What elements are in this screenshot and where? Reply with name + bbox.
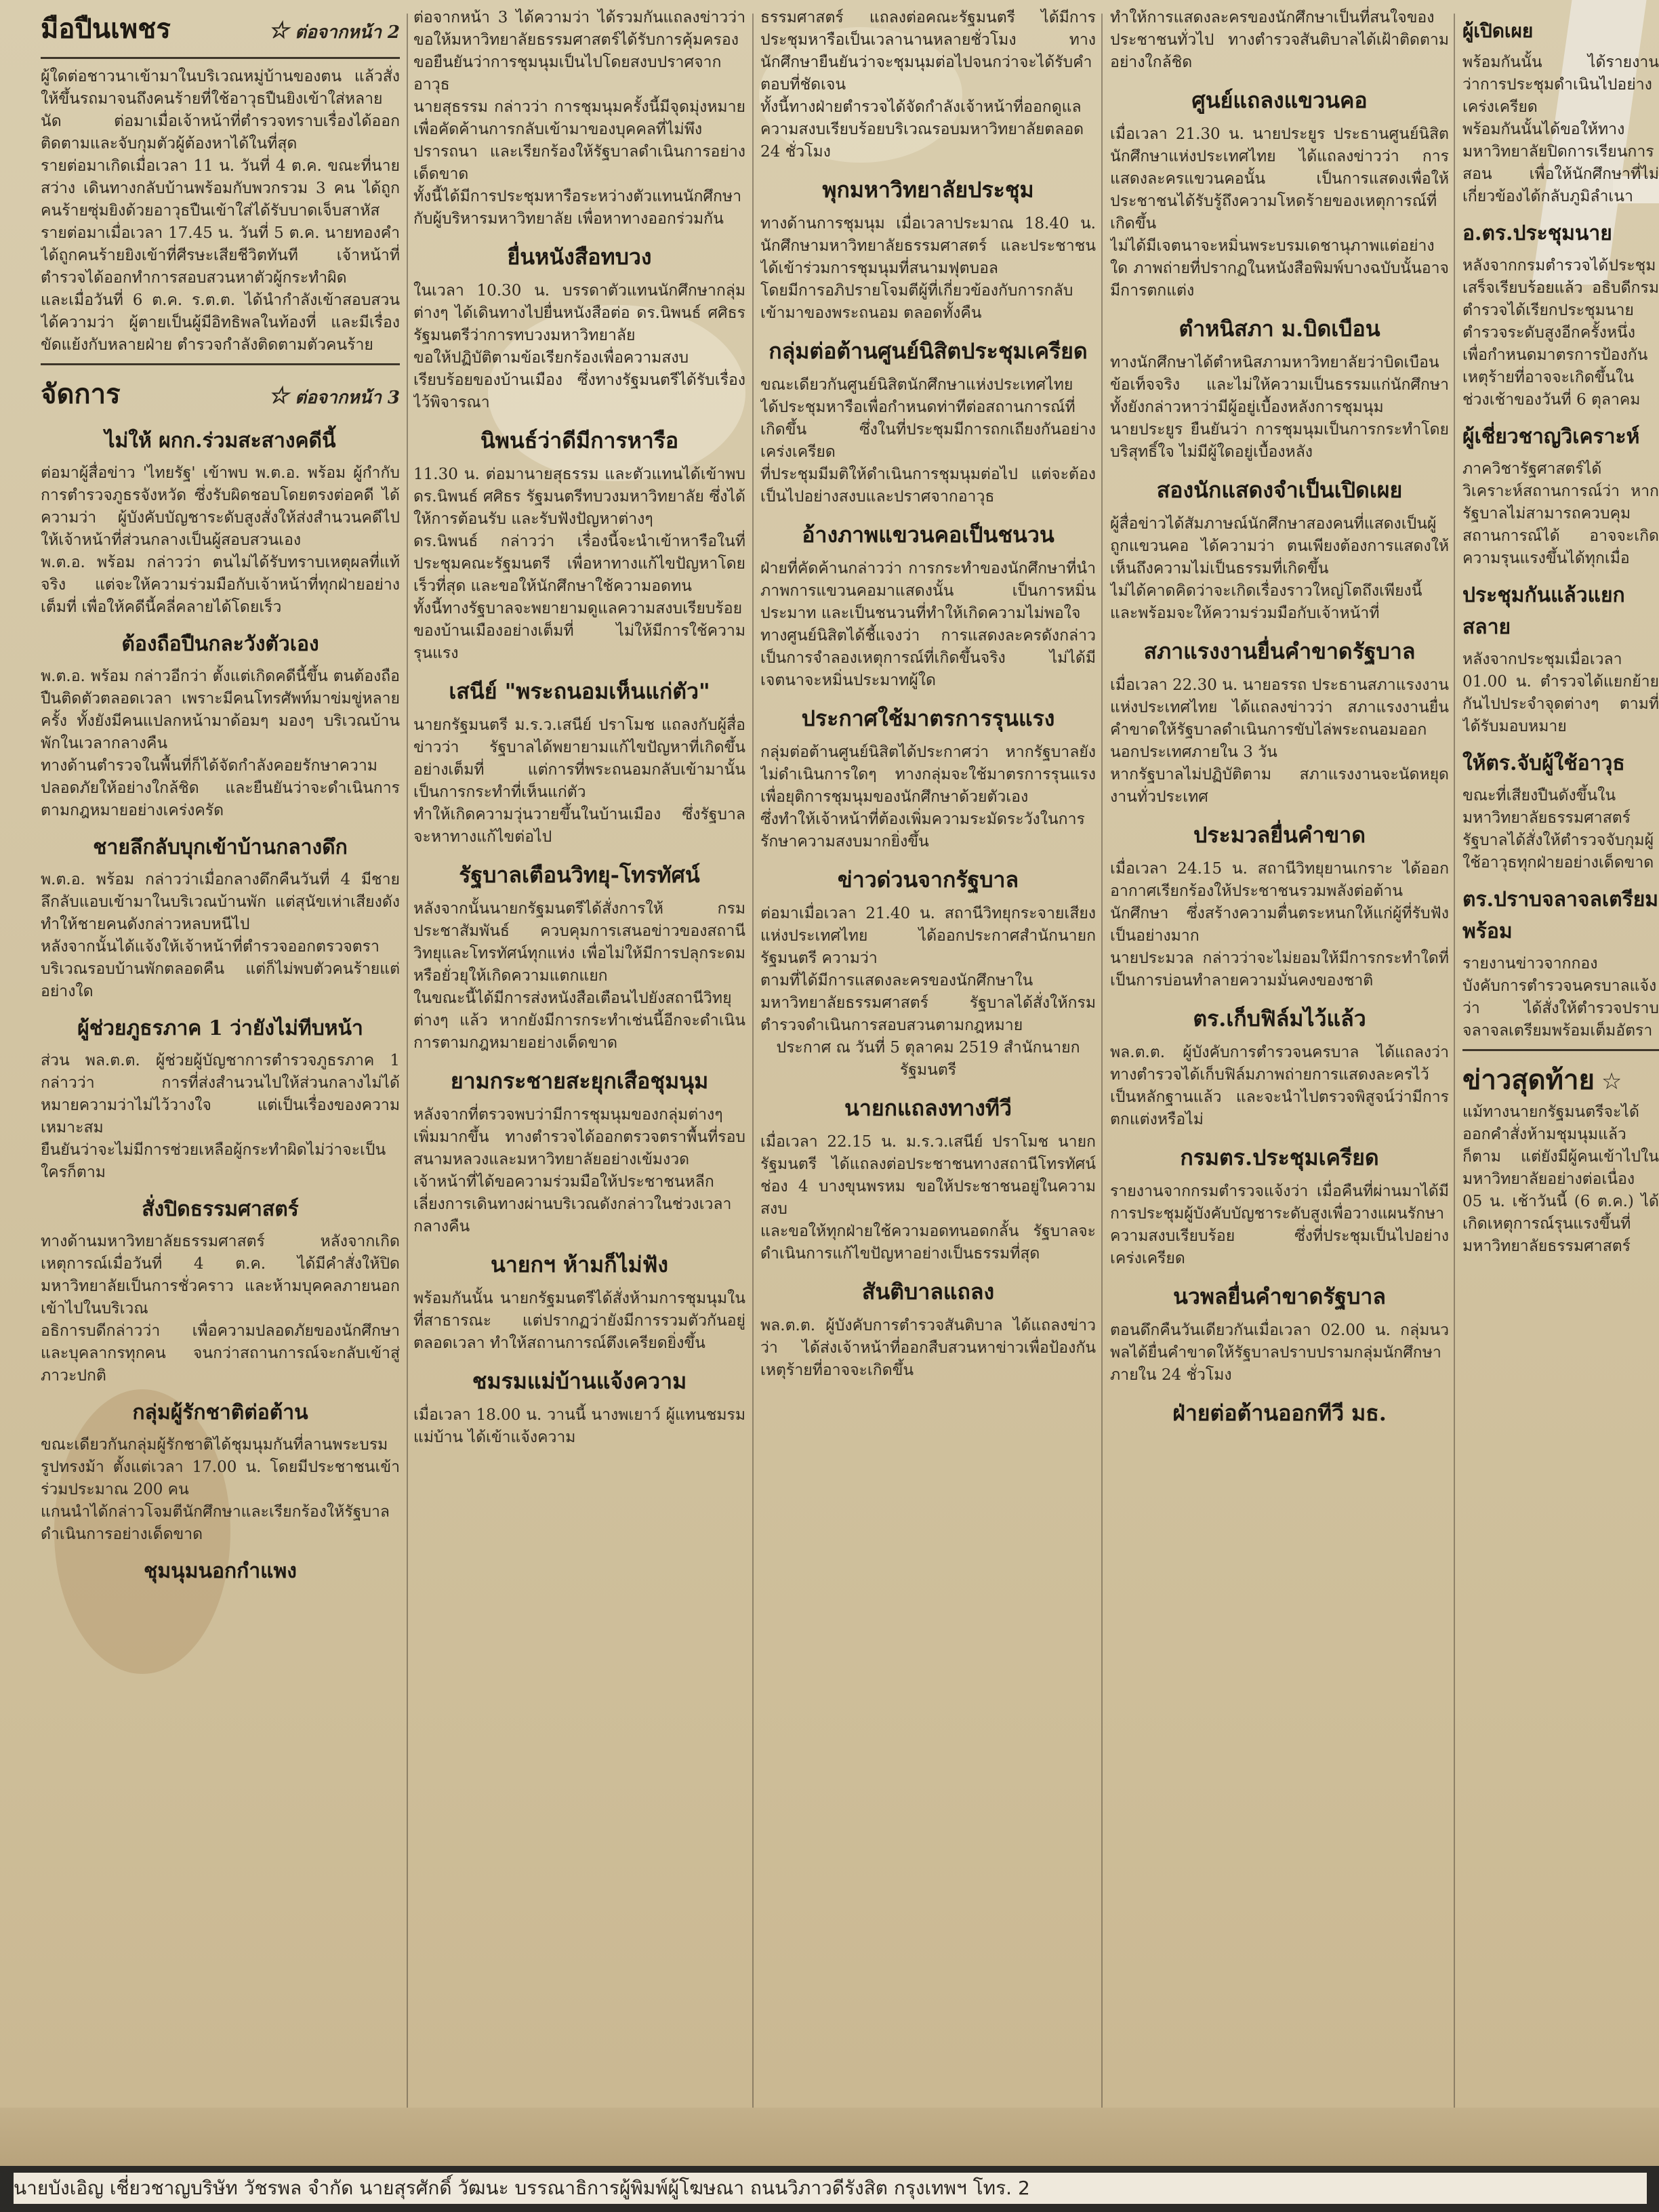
footer-imprint: นายบังเอิญ เชี่ยวชาญบริษัท วัชรพล จำกัด นายสุรศักดิ์ วัฒนะ บรรณาธิการผู้พิมพ์ผู้โฆษณา ถนนวิภาวดีรังสิต กรุงเทพฯ โทร. 2 [14,2173,1647,2204]
paragraph: เมื่อเวลา 22.30 น. นายอรรถ ประธานสภาแรงงานแห่งประเทศไทย ได้แถลงข่าวว่า สภาแรงงานยื่นคำขาดให้รัฐบาลดำเนินการขับไล่พระถนอมออกนอกประเทศภายใน 3 วัน [1110,676,1449,761]
paragraph: ฝ่ายที่คัดค้านกล่าวว่า การกระทำของนักศึกษาที่นำภาพการแขวนคอมาแสดงนั้น เป็นการหมิ่นประมาท และเป็นชนวนที่ทำให้เกิดความไม่พอใจ [760,560,1096,622]
paragraph: รายงานจากกรมตำรวจแจ้งว่า เมื่อคืนที่ผ่านมาได้มีการประชุมผู้บังคับบัญชาระดับสูงเพื่อวางแผนรักษาความสงบเรียบร้อย ซึ่งที่ประชุมเป็นไปอย่างเคร่งเครียด [1110,1183,1449,1267]
column-rule [1454,14,1455,2108]
paragraph: อธิการบดีกล่าวว่า เพื่อความปลอดภัยของนักศึกษาและบุคลากรทุกคน จนกว่าสถานการณ์จะกลับเข้าสู่ภาวะปกติ [41,1322,400,1385]
paragraph: ทำให้เกิดความวุ่นวายขึ้นในบ้านเมือง ซึ่งรัฐบาลจะหาทางแก้ไขต่อไป [413,806,745,846]
headline: ผู้ช่วยภูธรภาค 1 ว่ายังไม่ทีบหน้า [77,1017,363,1040]
paragraph: ที่ประชุมมีมติให้ดำเนินการชุมนุมต่อไป แต่จะต้องเป็นไปอย่างสงบและปราศจากอาวุธ [760,466,1096,506]
paragraph: พ.ต.อ. พร้อม กล่าวอีกว่า ตั้งแต่เกิดคดีนี้ขึ้น ตนต้องถือปืนติดตัวตลอดเวลา เพราะมีคนโทรศัพท์มาข่มขู่หลายครั้ง ทั้งยังมีคนแปลกหน้ามาด้อมๆ มองๆ บริเวณบ้านพักในเวลากลางคืน [41,668,400,752]
paragraph: ทางด้านมหาวิทยาลัยธรรมศาสตร์ หลังจากเกิดเหตุการณ์เมื่อวันที่ 4 ต.ค. ได้มีคำสั่งให้ปิดมหาวิทยาลัยเป็นการชั่วคราว และห้ามบุคคลภายนอกเข้าไปในบริเวณ [41,1233,400,1317]
star-icon: ☆ [268,17,289,44]
headline: ประมวลยื่นคำขาด [1193,822,1366,848]
continued-label: ☆ ต่อจากหน้า 3 [268,382,400,409]
headline: ชายลึกลับบุกเข้าบ้านกลางดึก [93,836,348,859]
headline: ประกาศใช้มาตรการรุนแรง [801,705,1055,731]
paragraph: ไม่ได้มีเจตนาจะหมิ่นพระบรมเดชานุภาพแต่อย่างใด ภาพถ่ายที่ปรากฏในหนังสือพิมพ์บางฉบับนั้นอาจมีการตกแต่ง [1110,237,1449,300]
headline: สภาแรงงานยื่นคำขาดรัฐบาล [1143,638,1416,664]
paragraph: หลังจากนั้นนายกรัฐมนตรีได้สั่งการให้ กรมประชาสัมพันธ์ ควบคุมการเสนอข่าวของสถานีวิทยุและโทรทัศน์ทุกแห่ง เพื่อไม่ให้มีการปลุกระดมหรือยั่วยุให้เกิดความแตกแยก [413,900,745,985]
headline: พุกมหาวิทยาลัยประชุม [822,177,1034,203]
headline: ผู้เปิดเผย [1462,20,1534,42]
headline: อ.ตร.ประชุมนาย [1462,222,1612,245]
headline: ยามกระชายสะยุกเสือชุมนุม [450,1068,709,1094]
paragraph: ทั้งนี้ทางรัฐบาลจะพยายามดูแลความสงบเรียบร้อยของบ้านเมืองอย่างเต็มที่ ไม่ให้มีการใช้ความรุนแรง [413,600,745,662]
column-rule [407,14,408,2108]
section-title: ข่าวสุดท้าย [1462,1064,1595,1096]
headline: ฝ่ายต่อต้านออกทีวี มธ. [1172,1400,1387,1426]
headline: รัฐบาลเตือนวิทยุ-โทรทัศน์ [459,862,700,888]
paragraph: ผู้ใดต่อชาวนาเข้ามาในบริเวณหมู่บ้านของตน แล้วสั่งให้ขึ้นรถมาจนถึงคนร้ายที่ใช้อาวุธปืนยิงเข้าใส่หลายนัด ต่อมาเมื่อเจ้าหน้าที่ตำรวจทราบเรื่องได้ออกติดตามและจับกุมตัวผู้ต้องหาได้ในที่สุด [41,68,400,152]
paragraph: ส่วน พล.ต.ต. ผู้ช่วยผู้บัญชาการตำรวจภูธรภาค 1 กล่าวว่า การที่ส่งสำนวนไปให้ส่วนกลางไม่ได้หมายความว่าไม่ไว้วางใจ แต่เป็นเรื่องของความเหมาะสม [41,1052,400,1136]
paragraph: นายสุธรรม กล่าวว่า การชุมนุมครั้งนี้มีจุดมุ่งหมายเพื่อคัดค้านการกลับเข้ามาของบุคคลที่ไม่พึงปรารถนา และเรียกร้องให้รัฐบาลดำเนินการอย่างเด็ดขาด [413,98,745,183]
paragraph: และเมื่อวันที่ 6 ต.ค. ร.ต.ต. ได้นำกำลังเข้าสอบสวนได้ความว่า ผู้ตายเป็นผู้มีอิทธิพลในท้องที่ และมีเรื่องขัดแย้งกับหลายฝ่าย ตำรวจกำลังติดตามตัวคนร้าย [41,291,400,354]
column-rule [752,14,754,2108]
paragraph: ต่อมาเมื่อเวลา 21.40 น. สถานีวิทยุกระจายเสียงแห่งประเทศไทย ได้ออกประกาศสำนักนายกรัฐมนตรี ความว่า [760,905,1096,967]
paragraph: หากรัฐบาลไม่ปฏิบัติตาม สภาแรงงานจะนัดหยุดงานทั่วประเทศ [1110,766,1449,806]
paragraph: และขอให้ทุกฝ่ายใช้ความอดทนอดกลั้น รัฐบาลจะดำเนินการแก้ไขปัญหาอย่างเป็นธรรมที่สุด [760,1223,1096,1263]
paragraph: รายต่อมาเมื่อเวลา 17.45 น. วันที่ 5 ต.ค. นายทองคำ ได้ถูกคนร้ายยิงเข้าที่ศีรษะเสียชีวิตทันที เจ้าหน้าที่ตำรวจได้ออกทำการสอบสวนหาตัวผู้กระทำผิด [41,224,400,287]
continued-label: ☆ ต่อจากหน้า 2 [268,17,400,44]
paragraph: พร้อมกันนั้น นายกรัฐมนตรีได้สั่งห้ามการชุมนุมในที่สาธารณะ แต่ปรากฏว่ายังมีการรวมตัวกันอยู่ตลอดเวลา ทำให้สถานการณ์ตึงเครียดยิ่งขึ้น [413,1290,745,1352]
headline: ชุมนุมนอกกำแพง [144,1559,297,1583]
paragraph: ทำให้การแสดงละครของนักศึกษาเป็นที่สนใจของประชาชนทั่วไป ทางตำรวจสันติบาลได้เฝ้าติดตามอย่างใกล้ชิด [1110,9,1449,71]
headline: เสนีย์ "พระถนอมเห็นแก่ตัว" [449,678,710,704]
headline: ตำหนิสภา ม.บิดเบือน [1179,316,1380,342]
headline: ตร.เก็บฟิล์มไว้แล้ว [1193,1006,1366,1031]
headline: ประชุมกันแล้วแยกสลาย [1462,583,1625,639]
headline: ต้องถือปืนกละวังตัวเอง [121,632,319,656]
bottom-margin [0,2108,1659,2166]
star-icon: ☆ [268,382,289,409]
headline: ให้ตร.จับผู้ใช้อาวุธ [1462,752,1625,775]
paragraph: เมื่อเวลา 18.00 น. วานนี้ นางพเยาว์ ผู้แทนชมรมแม่บ้าน ได้เข้าแจ้งความ [413,1406,745,1446]
headline: กลุ่มผู้รักชาติต่อต้าน [132,1401,308,1425]
paragraph: ต่อมาผู้สื่อข่าว 'ไทยรัฐ' เข้าพบ พ.ต.อ. พร้อม ผู้กำกับการตำรวจภูธรจังหวัด ซึ่งรับผิดชอบโดยตรงต่อคดี ได้ความว่า ผู้บังคับบัญชาระดับสูงสั่งให้ส่งสำนวนคดีไปให้เจ้าหน้าที่ส่วนกลางเป็นผู้สอบสวนเอง [41,464,400,549]
paragraph: โดยมีการอภิปรายโจมตีผู้ที่เกี่ยวข้องกับการกลับเข้ามาของพระถนอม ตลอดทั้งคืน [760,282,1073,322]
paragraph: แกนนำได้กล่าวโจมตีนักศึกษาและเรียกร้องให้รัฐบาลดำเนินการอย่างเด็ดขาด [41,1503,390,1543]
paragraph: ทางนักศึกษาได้ตำหนิสภามหาวิทยาลัยว่าบิดเบือนข้อเท็จจริง และไม่ให้ความเป็นธรรมแก่นักศึกษา ทั้งยังกล่าวหาว่ามีผู้อยู่เบื้องหลังการชุมนุม [1110,354,1449,416]
section-title: มือปืนเพชร [41,13,171,45]
paragraph: เพื่อกำหนดมาตรการป้องกันเหตุร้ายที่อาจจะเกิดขึ้นในช่วงเช้าของวันที่ 6 ตุลาคม [1462,346,1648,409]
column-2 [413,0,745,2108]
paragraph: ขณะที่เสียงปืนดังขึ้นในมหาวิทยาลัยธรรมศาสตร์ รัฐบาลได้สั่งให้ตำรวจจับกุมผู้ใช้อาวุธทุกฝ่ายอย่างเด็ดขาด [1462,787,1654,872]
headline: ผู้เชี่ยวชาญวิเคราะห์ [1462,425,1640,449]
column-4 [1110,0,1449,2108]
paragraph: ขอให้ปฏิบัติตามข้อเรียกร้องเพื่อความสงบเรียบร้อยของบ้านเมือง ซึ่งทางรัฐมนตรีได้รับเรื่องไว้พิจารณา [413,349,745,411]
headline: ตร.ปราบจลาจลเตรียมพร้อม [1462,888,1659,943]
paragraph: ทางด้านตำรวจในพื้นที่ก็ได้จัดกำลังคอยรักษาความปลอดภัยให้อย่างใกล้ชิด และยืนยันว่าจะดำเนินการตามกฎหมายอย่างเคร่งครัด [41,757,400,819]
headline: นวพลยื่นคำขาดรัฐบาล [1173,1284,1386,1309]
paragraph: พล.ต.ต. ผู้บังคับการตำรวจนครบาล ได้แถลงว่า ทางตำรวจได้เก็บฟิล์มภาพถ่ายการแสดงละครไว้เป็นหลักฐานแล้ว และจะนำไปตรวจพิสูจน์ว่ามีการตกแต่งหรือไม่ [1110,1044,1449,1128]
star-icon: ☆ [1601,1068,1622,1095]
paragraph: ทางศูนย์นิสิตได้ชี้แจงว่า การแสดงละครดังกล่าวเป็นการจำลองเหตุการณ์ที่เกิดขึ้นจริง ไม่ได้มีเจตนาจะหมิ่นประมาทผู้ใด [760,627,1096,689]
paragraph: ดร.นิพนธ์ กล่าวว่า เรื่องนี้จะนำเข้าหารือในที่ประชุมคณะรัฐมนตรี เพื่อหาทางแก้ไขปัญหาโดยเร็วที่สุด และขอให้นักศึกษาใช้ความอดทน [413,533,745,595]
headline: สั่งปิดธรรมศาสตร์ [142,1197,299,1221]
paragraph: รายงานข่าวจากกองบังคับการตำรวจนครบาลแจ้งว่า ได้สั่งให้ตำรวจปราบจลาจลเตรียมพร้อมเต็มอัตรา [1462,955,1659,1040]
paragraph: ตอนดึกคืนวันเดียวกันเมื่อเวลา 02.00 น. กลุ่มนวพลได้ยื่นคำขาดให้รัฐบาลปราบปรามกลุ่มนักศึกษาภายใน 24 ชั่วโมง [1110,1322,1449,1384]
paragraph: กลุ่มต่อต้านศูนย์นิสิตได้ประกาศว่า หากรัฐบาลยังไม่ดำเนินการใดๆ ทางกลุ่มจะใช้มาตรการรุนแรงเพื่อยุติการชุมนุมของนักศึกษาด้วยตัวเอง [760,743,1096,806]
paragraph: พ.ต.อ. พร้อม กล่าวว่า ตนไม่ได้รับทราบเหตุผลที่แท้จริง แต่จะให้ความร่วมมือกับเจ้าหน้าที่ทุกฝ่ายอย่างเต็มที่ เพื่อให้คดีนี้คลี่คลายได้โดยเร็ว [41,554,400,616]
section-title: จัดการ [41,378,121,410]
paragraph: พร้อมกันนั้นได้ขอให้ทางมหาวิทยาลัยปิดการเรียนการสอน เพื่อให้นักศึกษาที่ไม่เกี่ยวข้องได้กลับภูมิลำเนา [1462,121,1659,205]
headline: นายกแถลงทางทีวี [844,1095,1012,1121]
paragraph: นายประยูร ยืนยันว่า การชุมนุมเป็นการกระทำโดยบริสุทธิ์ใจ ไม่มีผู้ใดอยู่เบื้องหลัง [1110,421,1449,461]
paragraph: พ.ต.อ. พร้อม กล่าวว่าเมื่อกลางดึกคืนวันที่ 4 มีชายลึกลับแอบเข้ามาในบริเวณบ้านพัก แต่สุนัขเห่าเสียงดังทำให้ชายคนดังกล่าวหลบหนีไป [41,871,400,933]
headline: ไม่ให้ ผกก.ร่วมสะสางคดีนี้ [104,429,336,453]
column-rule [1101,14,1103,2108]
paragraph: เมื่อเวลา 21.30 น. นายประยูร ประธานศูนย์นิสิตนักศึกษาแห่งประเทศไทย ได้แถลงข่าวว่า การแสดงละครแขวนคอนั้น เป็นการแสดงเพื่อให้ประชาชนได้รับรู้ถึงความโหดร้ายของเหตุการณ์ที่เกิดขึ้น [1110,125,1449,232]
divider [41,363,400,365]
paragraph: ยืนยันว่าจะไม่มีการช่วยเหลือผู้กระทำผิดไม่ว่าจะเป็นใครก็ตาม [41,1141,386,1181]
divider [1462,1049,1659,1051]
paragraph: เจ้าหน้าที่ได้ขอความร่วมมือให้ประชาชนหลีกเลี่ยงการเดินทางผ่านบริเวณดังกล่าวในช่วงเวลากลางคืน [413,1173,732,1235]
paragraph: ตามที่ได้มีการแสดงละครของนักศึกษาในมหาวิทยาลัยธรรมศาสตร์ รัฐบาลได้สั่งให้กรมตำรวจดำเนินการสอบสวนตามกฎหมาย [760,972,1096,1034]
headline: กรมตร.ประชุมเครียด [1180,1145,1379,1170]
paragraph: แม้ทางนายกรัฐมนตรีจะได้ออกคำสั่งห้ามชุมนุมแล้วก็ตาม แต่ยังมีผู้คนเข้าไปในมหาวิทยาลัยอย่างต่อเนื่อง [1462,1103,1659,1188]
headline: สันติบาลแถลง [861,1279,995,1305]
paragraph: ผู้สื่อข่าวได้สัมภาษณ์นักศึกษาสองคนที่แสดงเป็นผู้ถูกแขวนคอ ได้ความว่า ตนเพียงต้องการแสดงให้เห็นถึงความไม่เป็นธรรมที่เกิดขึ้น [1110,515,1449,577]
divider [41,57,400,59]
paragraph: ภาควิชารัฐศาสตร์ได้วิเคราะห์สถานการณ์ว่า หากรัฐบาลไม่สามารถควบคุมสถานการณ์ได้ อาจจะเกิดความรุนแรงขึ้นได้ทุกเมื่อ [1462,460,1659,567]
paragraph: ทั้งนี้ได้มีการประชุมหารือระหว่างตัวแทนนักศึกษากับผู้บริหารมหาวิทยาลัย เพื่อหาทางออกร่วมกัน [413,188,742,228]
paragraph: ต่อจากหน้า 3 ได้ความว่า ได้รวมกันแถลงข่าวว่าขอให้มหาวิทยาลัยธรรมศาสตร์ได้รับการคุ้มครอง ขอยืนยันว่าการชุมนุมเป็นไปโดยสงบปราศจากอาวุธ [413,9,745,94]
paragraph: เมื่อเวลา 24.15 น. สถานีวิทยุยานเกราะ ได้ออกอากาศเรียกร้องให้ประชาชนรวมพลังต่อต้านนักศึกษา ซึ่งสร้างความตื่นตระหนกให้แก่ผู้ที่รับฟังเป็นอย่างมาก [1110,860,1449,945]
headline: กลุ่มต่อต้านศูนย์นิสิตประชุมเครียด [769,338,1088,364]
paragraph: ในขณะนี้ได้มีการส่งหนังสือเตือนไปยังสถานีวิทยุต่างๆ แล้ว หากยังมีการกระทำเช่นนี้อีกจะดำเนินการตามกฎหมายอย่างเด็ดขาด [413,989,745,1052]
headline: นายกฯ ห้ามก็ไม่ฟัง [490,1252,669,1277]
paragraph: ประกาศ ณ วันที่ 5 ตุลาคม 2519 สำนักนายกรัฐมนตรี [776,1039,1080,1079]
column-5 [1462,0,1659,2108]
paragraph: ในเวลา 10.30 น. บรรดาตัวแทนนักศึกษากลุ่มต่างๆ ได้เดินทางไปยื่นหนังสือต่อ ดร.นิพนธ์ ศศิธร รัฐมนตรีว่าการทบวงมหาวิทยาลัย [413,282,745,344]
paragraph: นายกรัฐมนตรี ม.ร.ว.เสนีย์ ปราโมช แถลงกับผู้สื่อข่าวว่า รัฐบาลได้พยายามแก้ไขปัญหาที่เกิดขึ้นอย่างเต็มที่ แต่การที่พระถนอมกลับเข้ามานั้น เป็นการกระทำที่เห็นแก่ตัว [413,716,745,801]
headline: อ้างภาพแขวนคอเป็นชนวน [802,522,1054,548]
paragraph: ขณะเดียวกันศูนย์นิสิตนักศึกษาแห่งประเทศไทย ได้ประชุมหารือเพื่อกำหนดท่าทีต่อสถานการณ์ที่เกิดขึ้น ซึ่งในที่ประชุมมีการถกเถียงกันอย่างเคร่งเครียด [760,376,1096,461]
headline: สองนักแสดงจำเป็นเปิดเผย [1156,477,1403,503]
paragraph: นายประมวล กล่าวว่าจะไม่ยอมให้มีการกระทำใดที่เป็นการบ่อนทำลายความมั่นคงของชาติ [1110,949,1449,989]
paragraph: ไม่ได้คาดคิดว่าจะเกิดเรื่องราวใหญ่โตถึงเพียงนี้ และพร้อมจะให้ความร่วมมือกับเจ้าหน้าที่ [1110,582,1422,622]
paragraph: หลังจากกรมตำรวจได้ประชุมเสร็จเรียบร้อยแล้ว อธิบดีกรมตำรวจได้เรียกประชุมนายตำรวจระดับสูงอีกครั้งหนึ่ง [1462,257,1659,342]
paragraph: หลังจากประชุมเมื่อเวลา 01.00 น. ตำรวจได้แยกย้ายกันไปประจำจุดต่างๆ ตามที่ได้รับมอบหมาย [1462,651,1659,735]
headline: ข่าวด่วนจากรัฐบาล [837,867,1019,893]
headline: ยื่นหนังสือทบวง [507,244,652,270]
paragraph: ธรรมศาสตร์ แถลงต่อคณะรัฐมนตรี ได้มีการประชุมหารือเป็นเวลานานหลายชั่วโมง ทางนักศึกษายืนยันว่าจะชุมนุมต่อไปจนกว่าจะได้รับคำตอบที่ชัดเจน [760,9,1096,94]
paragraph: ขณะเดียวกันกลุ่มผู้รักชาติได้ชุมนุมกันที่ลานพระบรมรูปทรงม้า ตั้งแต่เวลา 17.00 น. โดยมีประชาชนเข้าร่วมประมาณ 200 คน [41,1436,400,1498]
paragraph: พร้อมกันนั้น ได้รายงานว่าการประชุมดำเนินไปอย่างเคร่งเครียด [1462,54,1659,116]
headline: นิพนธ์ว่าดีมีการหารือ [480,428,679,453]
paragraph: ทั้งนี้ทางฝ่ายตำรวจได้จัดกำลังเจ้าหน้าที่ออกดูแลความสงบเรียบร้อยบริเวณรอบมหาวิทยาลัยตลอด 24 ชั่วโมง [760,98,1084,161]
paragraph: ซึ่งทำให้เจ้าหน้าที่ต้องเพิ่มความระมัดระวังในการรักษาความสงบมากยิ่งขึ้น [760,811,1085,851]
column-1 [41,0,400,2108]
paragraph: เมื่อเวลา 22.15 น. ม.ร.ว.เสนีย์ ปราโมช นายกรัฐมนตรี ได้แถลงต่อประชาชนทางสถานีโทรทัศน์ช่อง 4 บางขุนพรหม ขอให้ประชาชนอยู่ในความสงบ [760,1133,1096,1218]
paragraph: พล.ต.ต. ผู้บังคับการตำรวจสันติบาล ได้แถลงข่าวว่า ได้ส่งเจ้าหน้าที่ออกสืบสวนหาข่าวเพื่อป้องกันเหตุร้ายที่อาจจะเกิดขึ้น [760,1317,1096,1379]
column-3 [760,0,1096,2108]
headline: ศูนย์แถลงแขวนคอ [1191,87,1368,113]
paragraph: 05 น. เช้าวันนี้ (6 ต.ค.) ได้เกิดเหตุการณ์รุนแรงขึ้นที่มหาวิทยาลัยธรรมศาสตร์ [1462,1193,1659,1255]
paragraph: รายต่อมาเกิดเมื่อเวลา 11 น. วันที่ 4 ต.ค. ขณะที่นายสว่าง เดินทางกลับบ้านพร้อมกับพวกรวม 3 คน ได้ถูกคนร้ายซุ่มยิงด้วยอาวุธปืนเข้าใส่ได้รับบาดเจ็บสาหัส [41,157,400,220]
paragraph: ทางด้านการชุมนุม เมื่อเวลาประมาณ 18.40 น. นักศึกษามหาวิทยาลัยธรรมศาสตร์ และประชาชนได้เข้าร่วมการชุมนุมที่สนามฟุตบอล [760,215,1096,277]
headline: ชมรมแม่บ้านแจ้งความ [472,1368,687,1394]
paragraph: หลังจากที่ตรวจพบว่ามีการชุมนุมของกลุ่มต่างๆ เพิ่มมากขึ้น ทางตำรวจได้ออกตรวจตราพื้นที่รอบสนามหลวงและมหาวิทยาลัยอย่างเข้มงวด [413,1106,745,1168]
paragraph: 11.30 น. ต่อมานายสุธรรม และตัวแทนได้เข้าพบ ดร.นิพนธ์ ศศิธร รัฐมนตรีทบวงมหาวิทยาลัย ซึ่งได้ให้การต้อนรับ และรับฟังปัญหาต่างๆ [413,466,745,528]
paragraph: หลังจากนั้นได้แจ้งให้เจ้าหน้าที่ตำรวจออกตรวจตราบริเวณรอบบ้านพักตลอดคืน แต่ก็ไม่พบตัวคนร้ายแต่อย่างใด [41,938,400,1000]
